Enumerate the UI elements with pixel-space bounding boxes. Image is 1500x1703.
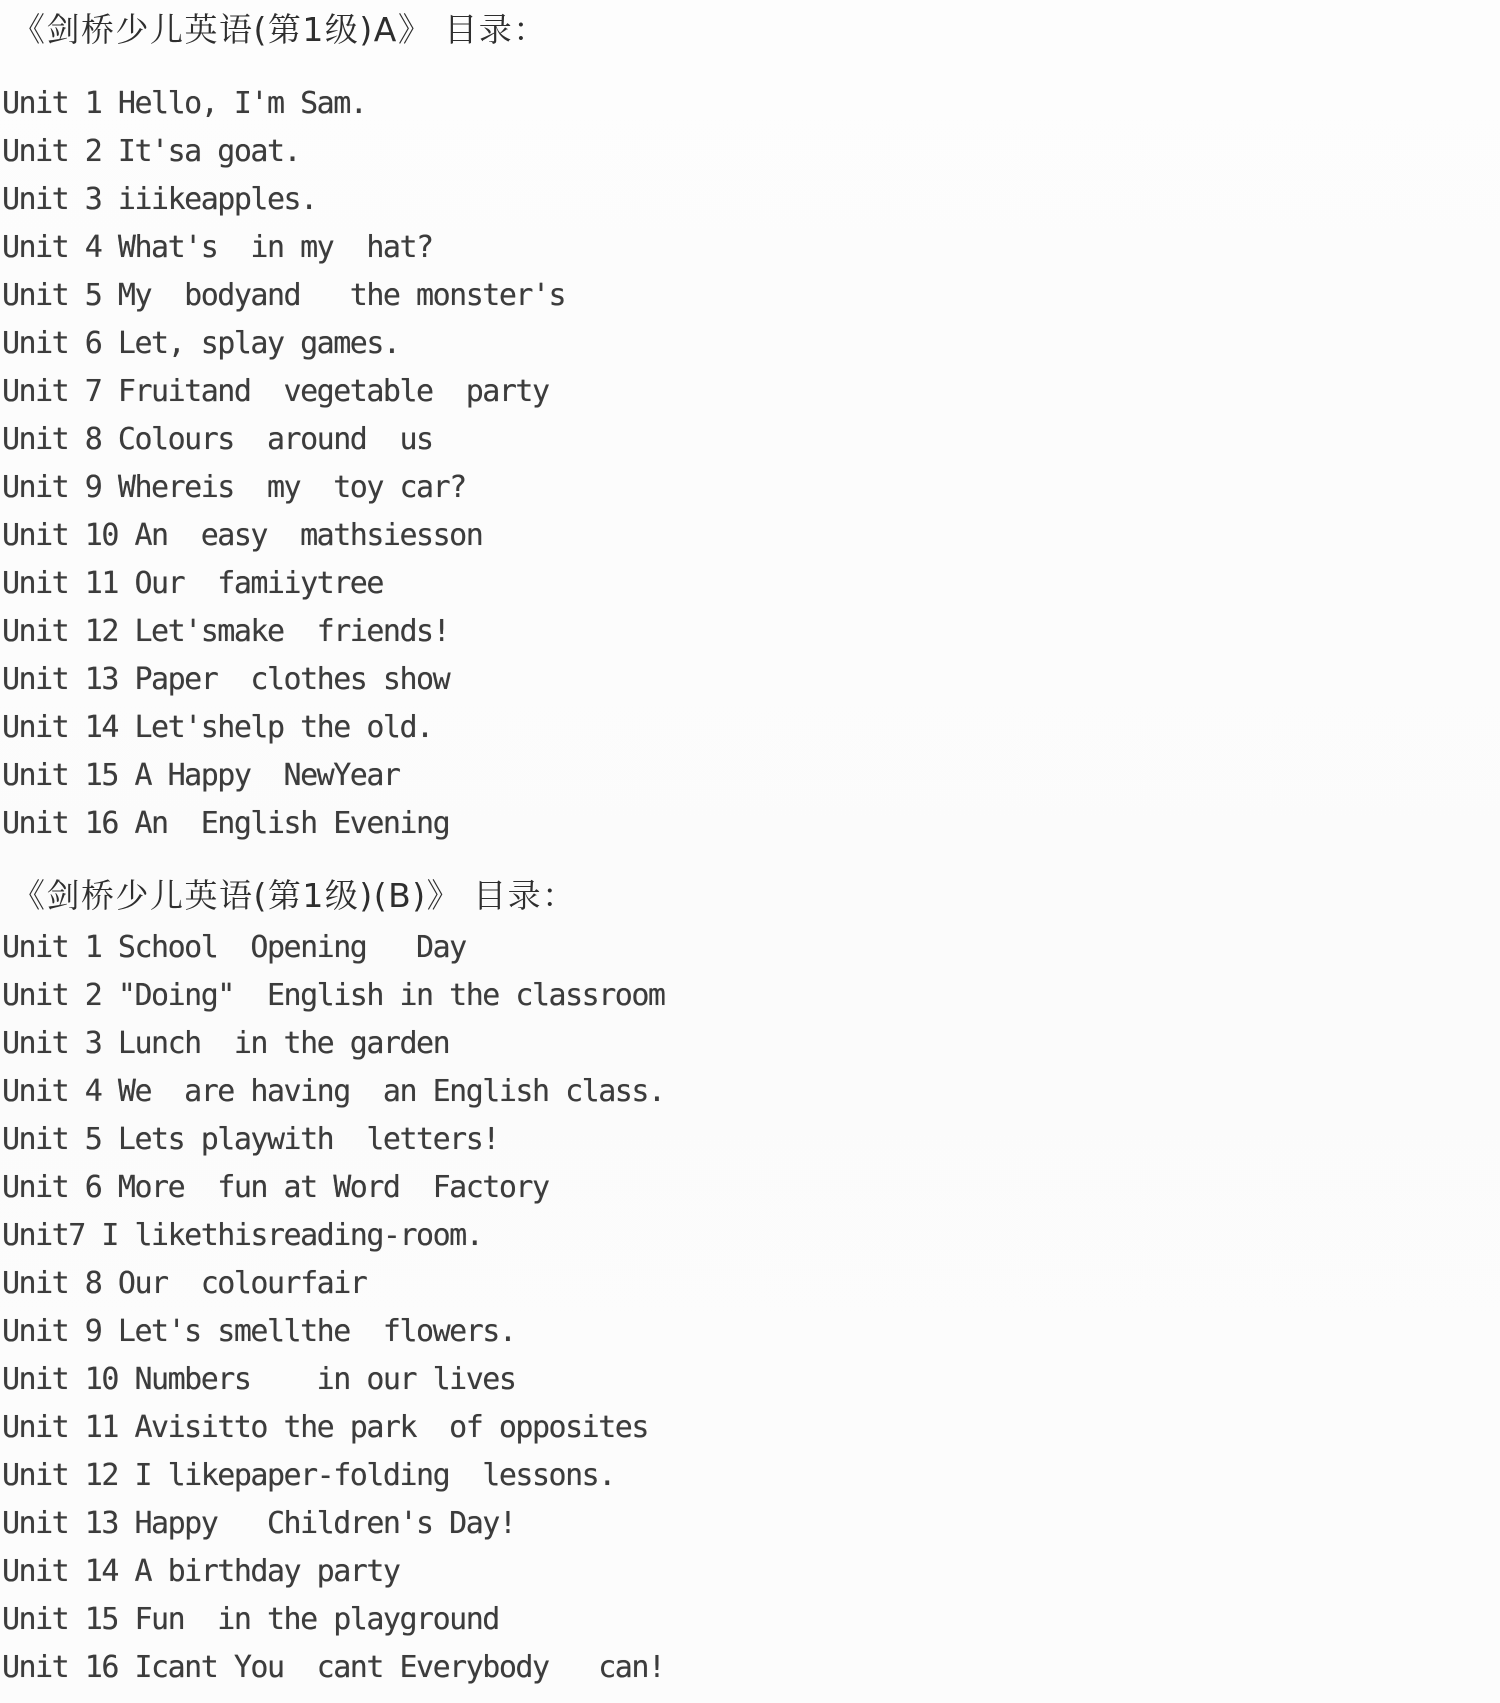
unit-line: Unit 8 Our colourfair xyxy=(2,1266,367,1301)
unit-line: Unit7 I likethisreading-room. xyxy=(2,1218,483,1253)
unit-line: Unit 2 It'sa goat. xyxy=(2,134,301,169)
unit-line: Unit 3 Lunch in the garden xyxy=(2,1026,450,1061)
unit-line: Unit 6 More fun at Word Factory xyxy=(2,1170,549,1205)
unit-line: Unit 16 An English Evening xyxy=(2,806,450,841)
unit-line: Unit 10 An easy mathsiesson xyxy=(2,518,483,553)
unit-line: Unit 12 I likepaper-folding lessons. xyxy=(2,1458,615,1493)
unit-line: Unit 15 Fun in the playground xyxy=(2,1602,499,1637)
section-b-unit-list xyxy=(2,924,1500,1692)
unit-line: Unit 6 Let, splay games. xyxy=(2,326,400,361)
unit-line: Unit 7 Fruitand vegetable party xyxy=(2,374,549,409)
unit-line: Unit 13 Paper clothes show xyxy=(2,662,450,697)
unit-line: Unit 1 Hello, I'm Sam. xyxy=(2,86,367,121)
section-a-unit-list xyxy=(2,80,1500,848)
unit-line: Unit 2 "Doing" English in the classroom xyxy=(2,978,665,1013)
unit-line: Unit 12 Let'smake friends! xyxy=(2,614,450,649)
unit-line: Unit 9 Whereis my toy car? xyxy=(2,470,466,505)
unit-line: Unit 5 Lets playwith letters! xyxy=(2,1122,499,1157)
unit-line: Unit 16 Icant You cant Everybody can! xyxy=(2,1650,665,1685)
unit-line: Unit 14 Let'shelp the old. xyxy=(2,710,433,745)
unit-line: Unit 4 What's in my hat? xyxy=(2,230,433,265)
unit-line: Unit 13 Happy Children's Day! xyxy=(2,1506,516,1541)
section-a-title: 《剑桥少儿英语(第1级)A》 目录： xyxy=(12,10,548,49)
unit-line: Unit 15 A Happy NewYear xyxy=(2,758,400,793)
unit-line: Unit 4 We are having an English class. xyxy=(2,1074,665,1109)
unit-line: Unit 1 School Opening Day xyxy=(2,930,466,965)
unit-line: Unit 5 My bodyand the monster's xyxy=(2,278,566,313)
unit-line: Unit 11 Our famiiytree xyxy=(2,566,383,601)
unit-line: Unit 8 Colours around us xyxy=(2,422,433,457)
section-b-title: 《剑桥少儿英语(第1级)(B)》 目录： xyxy=(12,876,577,915)
unit-line: Unit 10 Numbers in our lives xyxy=(2,1362,516,1397)
unit-line: Unit 9 Let's smellthe flowers. xyxy=(2,1314,516,1349)
unit-line: Unit 11 Avisitto the park of opposites xyxy=(2,1410,648,1445)
unit-line: Unit 3 iiikeapples. xyxy=(2,182,317,217)
unit-line: Unit 14 A birthday party xyxy=(2,1554,400,1589)
